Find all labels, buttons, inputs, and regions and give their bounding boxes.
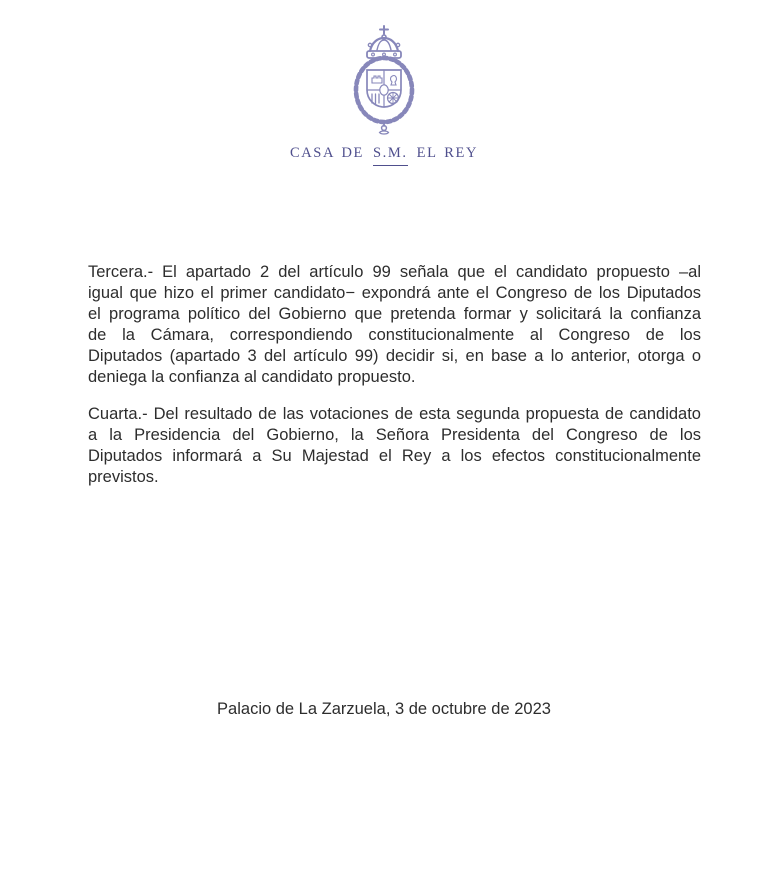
letterhead-segment: EL REY [416, 145, 479, 161]
text-line: Tercera.- El apartado 2 del artículo 99 señala que el candidato propuesto –al [88, 263, 701, 281]
text-line: el programa político del Gobierno que pretenda formar y solicitará la confianza [88, 305, 701, 323]
letter-body [88, 262, 701, 504]
text-line: deniega la confianza al candidato propuesto. [88, 368, 416, 386]
letterhead-org-name [0, 145, 768, 166]
text-line: Diputados (apartado 3 del artículo 99) decidir si, en base a lo anterior, otorga o [88, 347, 701, 365]
text-line: previstos. [88, 468, 159, 486]
royal-coat-of-arms-icon [344, 24, 424, 136]
text-line: a la Presidencia del Gobierno, la Señora Presidenta del Congreso de los [88, 426, 701, 444]
text-line: Cuarta.- Del resultado de las votaciones de esta segunda propuesta de candidato [88, 405, 701, 423]
text-line: igual que hizo el primer candidato− expondrá ante el Congreso de los Diputados [88, 284, 701, 302]
dateline: Palacio de La Zarzuela, 3 de octubre de 2023 [217, 700, 551, 718]
text-line: de la Cámara, correspondiendo constitucionalmente al Congreso de los [88, 326, 701, 344]
text-line: Diputados informará a Su Majestad el Rey a los efectos constitucionalmente [88, 447, 701, 465]
paragraph-cuarta [88, 404, 701, 488]
paragraph-tercera [88, 262, 701, 388]
letterhead-segment: CASA DE [289, 145, 365, 161]
letterhead-segment-underlined: S.M. [373, 145, 408, 166]
